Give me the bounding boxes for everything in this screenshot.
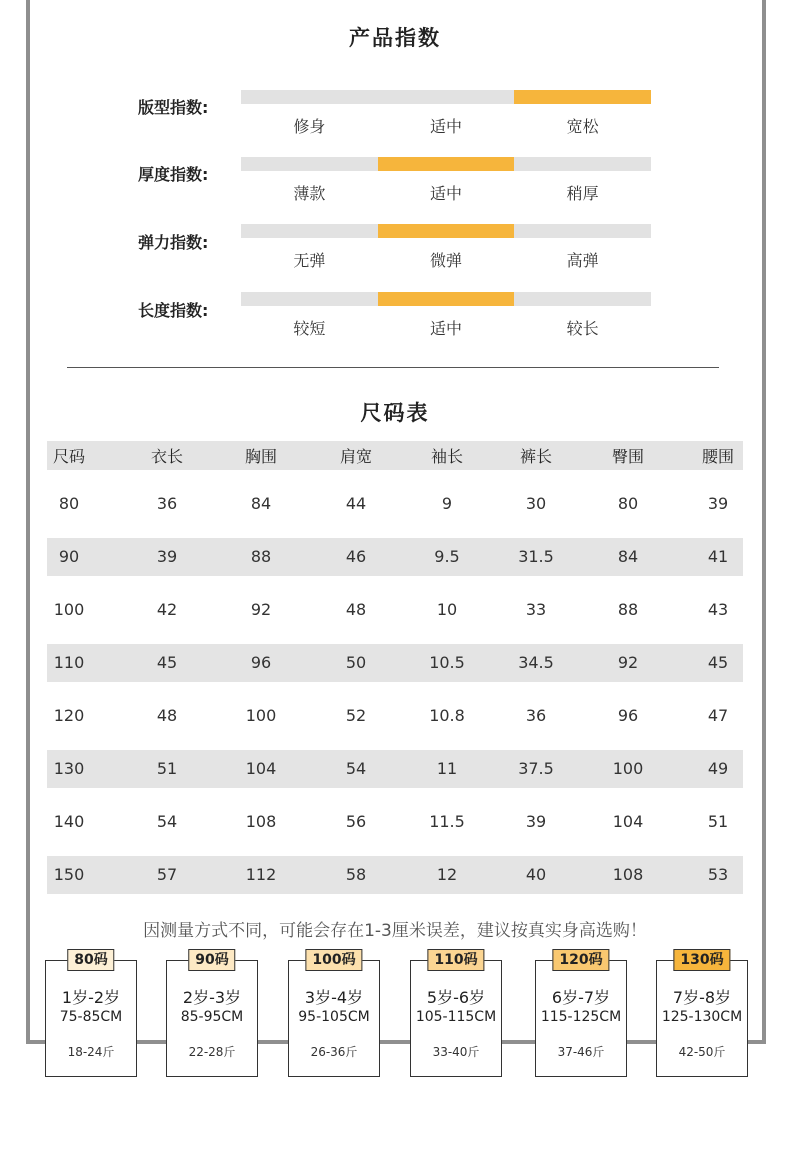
size-card: [288, 952, 380, 1077]
index-segment-selected: [378, 292, 515, 306]
index-segment: [241, 157, 378, 171]
table-cell: 96: [250, 653, 272, 672]
table-cell: 80: [617, 494, 639, 513]
index-option: 微弹: [430, 251, 463, 270]
table-cell: 100: [612, 759, 644, 778]
table-header-row: [47, 441, 743, 470]
index-bar: [241, 224, 651, 238]
table-cell: 36: [525, 706, 547, 725]
index-option: 较长: [566, 319, 599, 338]
table-cell: 10.5: [429, 653, 465, 672]
index-options: [241, 316, 651, 339]
table-cell: 9.5: [434, 547, 460, 566]
table-cell: 92: [617, 653, 639, 672]
table-cell: 31.5: [518, 547, 554, 566]
age-range-label: 6岁-7岁: [551, 988, 611, 1007]
section-divider: [67, 367, 719, 368]
table-cell: 54: [345, 759, 367, 778]
index-segment: [241, 292, 378, 306]
age-range-label: 5岁-6岁: [426, 988, 486, 1007]
index-segment-selected: [378, 224, 515, 238]
table-cell: 11.5: [429, 812, 465, 831]
table-row: [47, 591, 743, 629]
weight-range-label: 42-50斤: [678, 1045, 726, 1059]
table-cell: 10: [436, 600, 458, 619]
table-cell: 50: [345, 653, 367, 672]
index-option: 较短: [293, 319, 326, 338]
index-row-length: [0, 292, 790, 342]
index-options: [241, 248, 651, 271]
age-range-label: 3岁-4岁: [304, 988, 364, 1007]
weight-range-label: 22-28斤: [188, 1045, 236, 1059]
size-tag-badge: 120码: [552, 949, 609, 971]
table-cell: 130: [53, 759, 85, 778]
height-range-label: 105-115CM: [415, 1009, 497, 1025]
table-header-cell: 尺码: [52, 447, 85, 466]
weight-range-label: 33-40斤: [432, 1045, 480, 1059]
weight-range-label: 26-36斤: [310, 1045, 358, 1059]
table-cell: 108: [612, 865, 644, 884]
index-options: [241, 181, 651, 204]
table-cell: 108: [245, 812, 277, 831]
table-header-cell: 袖长: [430, 447, 463, 466]
table-cell: 96: [617, 706, 639, 725]
table-row: [47, 538, 743, 576]
index-bar: [241, 157, 651, 171]
table-cell: 51: [707, 812, 729, 831]
height-range-label: 125-130CM: [661, 1009, 743, 1025]
table-cell: 11: [436, 759, 458, 778]
table-cell: 37.5: [518, 759, 554, 778]
index-segment: [378, 90, 515, 104]
table-cell: 34.5: [518, 653, 554, 672]
table-cell: 84: [250, 494, 272, 513]
index-label: 厚度指数:: [138, 165, 209, 184]
index-label: 弹力指数:: [138, 233, 209, 252]
index-segment-selected: [514, 90, 651, 104]
table-cell: 88: [250, 547, 272, 566]
index-segment: [514, 157, 651, 171]
table-cell: 45: [707, 653, 729, 672]
table-cell: 43: [707, 600, 729, 619]
size-tag-badge: 110码: [427, 949, 484, 971]
index-options: [241, 114, 651, 137]
size-card: [410, 952, 502, 1077]
index-option: 适中: [430, 319, 463, 338]
table-cell: 53: [707, 865, 729, 884]
table-cell: 120: [53, 706, 85, 725]
index-option: 薄款: [293, 184, 326, 203]
index-option: 稍厚: [566, 184, 599, 203]
index-segment: [241, 90, 378, 104]
index-row-thickness: [0, 157, 790, 207]
size-card: [166, 952, 258, 1077]
table-cell: 100: [245, 706, 277, 725]
table-row: [47, 750, 743, 788]
index-label: 版型指数:: [138, 98, 209, 117]
table-cell: 33: [525, 600, 547, 619]
table-cell: 47: [707, 706, 729, 725]
table-cell: 10.8: [429, 706, 465, 725]
index-segment: [514, 224, 651, 238]
age-range-label: 2岁-3岁: [182, 988, 242, 1007]
index-bar: [241, 90, 651, 104]
age-range-label: 7岁-8岁: [672, 988, 732, 1007]
table-cell: 36: [156, 494, 178, 513]
product-index-title: 产品指数: [349, 26, 441, 50]
table-cell: 140: [53, 812, 85, 831]
table-header-cell: 胸围: [244, 447, 277, 466]
table-row: [47, 697, 743, 735]
index-option: 宽松: [566, 117, 599, 136]
age-range-label: 1岁-2岁: [61, 988, 121, 1007]
table-cell: 39: [707, 494, 729, 513]
table-cell: 49: [707, 759, 729, 778]
table-header-cell: 肩宽: [339, 447, 372, 466]
index-option: 适中: [430, 184, 463, 203]
table-cell: 104: [612, 812, 644, 831]
frame-bottom-border: [26, 1040, 766, 1044]
size-card: [45, 952, 137, 1077]
table-cell: 48: [156, 706, 178, 725]
table-cell: 9: [441, 494, 453, 513]
weight-range-label: 18-24斤: [67, 1045, 115, 1059]
weight-range-label: 37-46斤: [557, 1045, 605, 1059]
table-cell: 41: [707, 547, 729, 566]
table-row: [47, 485, 743, 523]
table-cell: 45: [156, 653, 178, 672]
size-table-title: 尺码表: [360, 401, 430, 425]
size-tag-badge: 100码: [305, 949, 362, 971]
table-cell: 88: [617, 600, 639, 619]
table-cell: 92: [250, 600, 272, 619]
index-bar: [241, 292, 651, 306]
measurement-note: 因测量方式不同，可能会存在1-3厘米误差，建议按真实身高选购！: [143, 921, 647, 941]
table-cell: 40: [525, 865, 547, 884]
table-cell: 39: [156, 547, 178, 566]
table-cell: 90: [58, 547, 80, 566]
index-option: 无弹: [293, 251, 326, 270]
table-cell: 51: [156, 759, 178, 778]
table-cell: 84: [617, 547, 639, 566]
table-cell: 104: [245, 759, 277, 778]
table-row: [47, 856, 743, 894]
table-row: [47, 644, 743, 682]
table-header-cell: 衣长: [150, 447, 183, 466]
index-label: 长度指数:: [138, 301, 209, 320]
table-cell: 56: [345, 812, 367, 831]
size-table: [47, 441, 743, 894]
index-row-elasticity: [0, 224, 790, 274]
index-segment: [514, 292, 651, 306]
table-cell: 46: [345, 547, 367, 566]
table-cell: 57: [156, 865, 178, 884]
table-cell: 39: [525, 812, 547, 831]
table-cell: 42: [156, 600, 178, 619]
table-cell: 52: [345, 706, 367, 725]
table-cell: 58: [345, 865, 367, 884]
index-option: 高弹: [566, 251, 599, 270]
table-cell: 48: [345, 600, 367, 619]
index-row-fit: [0, 90, 790, 140]
table-cell: 112: [245, 865, 277, 884]
size-card: [535, 952, 627, 1077]
size-tag-badge: 90码: [188, 949, 235, 971]
height-range-label: 115-125CM: [540, 1009, 622, 1025]
table-cell: 110: [53, 653, 85, 672]
size-tag-badge: 80码: [67, 949, 114, 971]
table-cell: 12: [436, 865, 458, 884]
table-cell: 80: [58, 494, 80, 513]
size-card: [656, 952, 748, 1077]
table-cell: 44: [345, 494, 367, 513]
index-segment: [241, 224, 378, 238]
table-cell: 30: [525, 494, 547, 513]
index-option: 修身: [293, 117, 326, 136]
index-option: 适中: [430, 117, 463, 136]
table-cell: 150: [53, 865, 85, 884]
table-header-cell: 臀围: [611, 447, 644, 466]
size-tag-badge: 130码: [673, 949, 730, 971]
table-header-cell: 腰围: [701, 447, 734, 466]
height-range-label: 85-95CM: [180, 1009, 244, 1025]
table-cell: 54: [156, 812, 178, 831]
height-range-label: 95-105CM: [298, 1009, 370, 1025]
height-range-label: 75-85CM: [59, 1009, 123, 1025]
table-header-cell: 裤长: [519, 447, 552, 466]
index-segment-selected: [378, 157, 515, 171]
table-cell: 100: [53, 600, 85, 619]
table-row: [47, 803, 743, 841]
